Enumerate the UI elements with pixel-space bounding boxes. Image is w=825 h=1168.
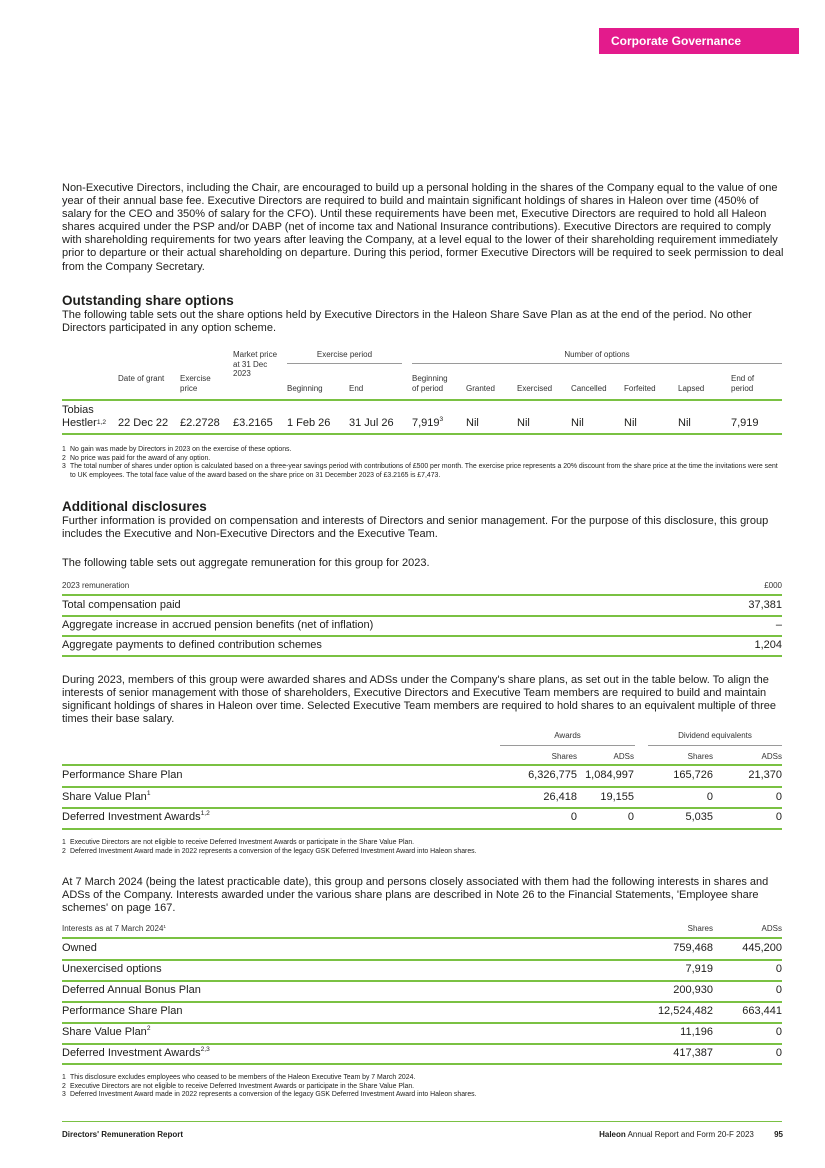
remuneration-table-label: 2023 remuneration [62, 581, 130, 590]
footer-report-title: Annual Report and Form 20-F 2023 [627, 1130, 754, 1139]
footer-brand: Haleon [599, 1130, 626, 1139]
interests-row-label [62, 1005, 182, 1017]
interests-row-label-text: Unexercised options [62, 963, 162, 975]
awards-row-label [62, 811, 210, 823]
awards-footnote [62, 848, 784, 857]
dividend-shares-value: 165,726 [673, 769, 713, 781]
dividend-col-adss: ADSs [761, 752, 782, 761]
col-exercise-price: Exercise price [180, 374, 211, 393]
footnote-text: This disclosure excludes employees who ceased to be members of the Haleon Executive Team by 7 March 2024. [70, 1074, 416, 1081]
number-of-options-rule [412, 363, 782, 364]
awards-shares-value: 6,326,775 [528, 769, 577, 781]
awards-row-label-text: Performance Share Plan [62, 769, 183, 781]
interests-row [62, 963, 782, 977]
col-end-of-period: End of period [731, 374, 755, 393]
interests-shares-value: 759,468 [673, 942, 713, 954]
interests-row-label-text: Owned [62, 942, 97, 954]
cell-exercised: Nil [517, 417, 530, 429]
col-cancelled: Cancelled [571, 384, 607, 393]
disclosures-remuneration-intro: The following table sets out aggregate remuneration for this group for 2023. [62, 557, 430, 569]
interests-table-label [62, 924, 166, 934]
director-first-name: Tobias [62, 404, 94, 416]
cell-end: 31 Jul 26 [349, 417, 394, 429]
cell-end-of-period: 7,919 [731, 417, 759, 429]
awards-row-label-text: Share Value Plan [62, 791, 147, 803]
director-name [62, 404, 106, 430]
remuneration-header-rule [62, 594, 782, 596]
interests-row-label [62, 942, 97, 954]
interests-label-text: Interests as at 7 March 2024 [62, 924, 164, 933]
interests-intro: At 7 March 2024 (being the latest practicable date), this group and persons closely associated with them had the following interests in shares and ADSs of the Company. Interests awarded under the various share plans are described in Note 26 to the Financial Statements, 'Employee share schemes' on page 167. [62, 876, 769, 915]
col-group-exercise-period: Exercise period [316, 350, 373, 359]
awards-row [62, 811, 782, 825]
interests-row [62, 942, 782, 956]
cell-granted: Nil [466, 417, 479, 429]
remuneration-row-rule [62, 655, 782, 657]
cell-market-price: £3.2165 [233, 417, 273, 429]
interests-row-footnote: 2 [146, 1025, 151, 1032]
interests-footnotes [62, 1074, 784, 1100]
interests-row-label [62, 984, 201, 996]
awards-shares-value: 0 [570, 811, 577, 823]
dividend-shares-value: 5,035 [685, 811, 713, 823]
footer-rule [62, 1121, 782, 1122]
options-heading: Outstanding share options [62, 293, 234, 308]
interests-row-rule [62, 959, 782, 961]
interests-adss-value: 0 [775, 1047, 782, 1059]
footnote-text: Executive Directors are not eligible to receive Deferred Investment Awards or participate in the Share Value Plan. [70, 1082, 415, 1090]
interests-row [62, 984, 782, 998]
footer-report-info [528, 1130, 783, 1139]
footnote-number: 3 [62, 1091, 66, 1098]
remuneration-row-label: Aggregate payments to defined contribution schemes [62, 639, 322, 651]
interests-footnote [62, 1091, 784, 1100]
interests-footnote [62, 1074, 784, 1083]
awards-col-adss: ADSs [613, 752, 634, 761]
options-footnote [62, 455, 784, 464]
interests-adss-value: 0 [775, 1026, 782, 1038]
dividend-adss-value: 21,370 [748, 769, 782, 781]
awards-row-label [62, 769, 182, 781]
awards-adss-value: 1,084,997 [585, 769, 634, 781]
cell-lapsed: Nil [678, 417, 691, 429]
interests-row-label-text: Share Value Plan [62, 1026, 147, 1038]
awards-row-rule [62, 807, 782, 809]
awards-intro: During 2023, members of this group were awarded shares and ADSs under the Company's share plans, as set out in the table below. To align the interests of senior management with those of shareholders, Executive Directors and Executive Team members are required to build and maintain significant holdings of shares in Haleon over time. Selected Executive Team members are required to hold shares to an equivalent multiple of three times their base salary. [62, 674, 776, 726]
footnote-number: 2 [62, 847, 66, 855]
footnote-number: 3 [62, 463, 66, 470]
interests-adss-value: 0 [775, 984, 782, 996]
footnote-number: 1 [62, 1074, 66, 1081]
options-footnote [62, 446, 784, 455]
interests-shares-value: 12,524,482 [657, 1005, 713, 1017]
interests-shares-value: 7,919 [685, 963, 713, 975]
director-last-name: Hestler [62, 417, 97, 429]
interests-row-label-text: Performance Share Plan [62, 1005, 183, 1017]
interests-row-rule [62, 1022, 782, 1024]
col-beginning-of-period: Beginning of period [412, 374, 448, 393]
awards-row-label [62, 791, 150, 803]
cell-beginning: 1 Feb 26 [287, 417, 331, 429]
cell-cancelled: Nil [571, 417, 584, 429]
col-granted: Granted [466, 384, 495, 393]
options-header-rule [62, 399, 782, 401]
awards-header-rule [62, 764, 782, 766]
col-date-of-grant: Date of grant [118, 374, 165, 383]
footnote-text: The total number of shares under option is calculated based on a three-year savings period with contributions of £500 per month. The exercise price represents a 20% discount from the share price at the time the invitations were sent to UK employees. The total face value of the award based on the share price on 31 December 2023 of £3.2165 is £7,473. [70, 463, 778, 479]
options-intro: The following table sets out the share options held by Executive Directors in the Haleon Share Save Plan as at the end of the period. No other Directors participated in any option scheme. [62, 309, 752, 335]
section-tag: Corporate Governance [599, 28, 799, 54]
footnote-number: 1 [62, 446, 66, 453]
cell-forfeited: Nil [624, 417, 637, 429]
awards-adss-value: 0 [627, 811, 634, 823]
footer-section-name: Directors' Remuneration Report [62, 1130, 184, 1139]
interests-row-footnote: 2,3 [200, 1046, 210, 1053]
director-name-footnote: 1,2 [96, 419, 107, 426]
remuneration-row-value: 1,204 [754, 639, 782, 651]
options-footnotes [62, 446, 784, 480]
footnote-number: 2 [62, 1082, 66, 1090]
cell-exercise-price: £2.2728 [180, 417, 220, 429]
dividend-group-label: Dividend equivalents [678, 731, 752, 740]
awards-row-footnote: 1,2 [200, 810, 210, 817]
footnote-text: No price was paid for the award of any option. [70, 454, 211, 462]
col-beginning: Beginning [287, 384, 323, 393]
cell-date-of-grant: 22 Dec 22 [118, 417, 169, 429]
interests-row [62, 1047, 782, 1061]
awards-col-shares: Shares [551, 752, 577, 761]
remuneration-row-rule [62, 635, 782, 637]
awards-adss-value: 19,155 [600, 791, 634, 803]
exercise-period-rule [287, 363, 402, 364]
awards-row [62, 769, 782, 783]
footnote-text: Executive Directors are not eligible to receive Deferred Investment Awards or participate in the Share Value Plan. [70, 839, 415, 846]
interests-row-rule [62, 1001, 782, 1003]
footnote-text: Deferred Investment Award made in 2022 represents a conversion of the legacy GSK Deferred Investment Award into Haleon shares. [70, 847, 477, 855]
interests-adss-value: 0 [775, 963, 782, 975]
footnote-number: 1 [62, 839, 66, 846]
interests-row-label [62, 1026, 150, 1038]
awards-footnotes [62, 839, 784, 856]
beginning-of-period-footnote: 3 [439, 416, 444, 423]
col-market-price: Market price at 31 Dec 2023 [233, 350, 278, 378]
interests-row [62, 1026, 782, 1040]
dividend-adss-value: 0 [775, 811, 782, 823]
disclosures-intro: Further information is provided on compensation and interests of Directors and senior management. For the purpose of this disclosure, this group includes the Executive and Non-Executive Directors and the Executive Team. [62, 515, 769, 541]
remuneration-row-value: – [775, 619, 782, 631]
col-exercised: Exercised [517, 384, 553, 393]
dividend-col-shares: Shares [687, 752, 713, 761]
awards-row [62, 791, 782, 805]
awards-shares-value: 26,418 [543, 791, 577, 803]
awards-row-rule [62, 828, 782, 830]
interests-adss-value: 445,200 [742, 942, 782, 954]
interests-row-label-text: Deferred Investment Awards [62, 1047, 201, 1059]
col-forfeited: Forfeited [624, 384, 656, 393]
col-end: End [349, 384, 364, 393]
options-row-rule [62, 433, 782, 435]
interests-row-rule [62, 1043, 782, 1045]
awards-row-rule [62, 786, 782, 788]
interests-header-rule [62, 937, 782, 939]
interests-label-footnote: 1 [163, 925, 167, 930]
footnote-text: Deferred Investment Award made in 2022 represents a conversion of the legacy GSK Deferred Investment Award into Haleon shares. [70, 1091, 477, 1098]
interests-col-adss: ADSs [761, 924, 782, 933]
awards-footnote [62, 839, 784, 848]
intro-paragraph: Non-Executive Directors, including the Chair, are encouraged to build up a personal holding in the shares of the Company equal to the value of one year of their annual base fee. Executive Directors are required to build and maintain significant holdings of shares in Haleon over time (450% of salary for the CEO and 350% of salary for the CFO). Until these requirements have been met, Executive Directors are required to hold all Haleon shares acquired under the PSP and/or DABP (net of income tax and National Insurance contributions). Executive Directors are required to comply with shareholding requirements for two years after leaving the Company, at a level equal to the lower of their shareholding requirement immediately prior to departure or their actual shareholding on departure. During this period, former Executive Directors will be required to seek permission to deal from the Company Secretary. [62, 182, 784, 273]
cell-beginning-of-period [412, 417, 443, 429]
dividend-shares-value: 0 [706, 791, 713, 803]
interests-row [62, 1005, 782, 1019]
remuneration-row [62, 639, 782, 651]
interests-row-label [62, 963, 162, 975]
interests-row-rule [62, 980, 782, 982]
interests-shares-value: 11,196 [680, 1026, 713, 1038]
remuneration-row-value: 37,381 [748, 599, 782, 611]
awards-row-footnote: 1 [146, 790, 151, 797]
remuneration-row [62, 619, 782, 631]
page-number: 95 [774, 1130, 783, 1139]
col-group-number-of-options: Number of options [564, 350, 630, 359]
awards-group-rule [500, 745, 635, 746]
dividend-group-rule [648, 745, 782, 746]
interests-adss-value: 663,441 [742, 1005, 782, 1017]
interests-col-shares: Shares [687, 924, 713, 933]
awards-row-label-text: Deferred Investment Awards [62, 811, 201, 823]
beginning-of-period-value: 7,919 [412, 417, 440, 429]
interests-row-label [62, 1047, 210, 1059]
interests-row-label-text: Deferred Annual Bonus Plan [62, 984, 201, 996]
interests-shares-value: 417,387 [673, 1047, 713, 1059]
remuneration-row-rule [62, 615, 782, 617]
options-row-tobias-hestler [62, 404, 782, 434]
dividend-adss-value: 0 [775, 791, 782, 803]
footnote-number: 2 [62, 454, 66, 462]
interests-row-rule [62, 1063, 782, 1065]
disclosures-heading: Additional disclosures [62, 499, 207, 514]
options-table-header [62, 350, 782, 398]
options-footnote [62, 463, 784, 480]
col-lapsed: Lapsed [678, 384, 705, 393]
interests-footnote [62, 1083, 784, 1092]
footnote-text: No gain was made by Directors in 2023 on the exercise of these options. [70, 446, 292, 453]
remuneration-row-label: Total compensation paid [62, 599, 181, 611]
remuneration-row-label: Aggregate increase in accrued pension benefits (net of inflation) [62, 619, 374, 631]
remuneration-unit: £000 [764, 581, 782, 590]
remuneration-row [62, 599, 782, 611]
interests-shares-value: 200,930 [673, 984, 713, 996]
awards-group-label: Awards [554, 731, 581, 740]
